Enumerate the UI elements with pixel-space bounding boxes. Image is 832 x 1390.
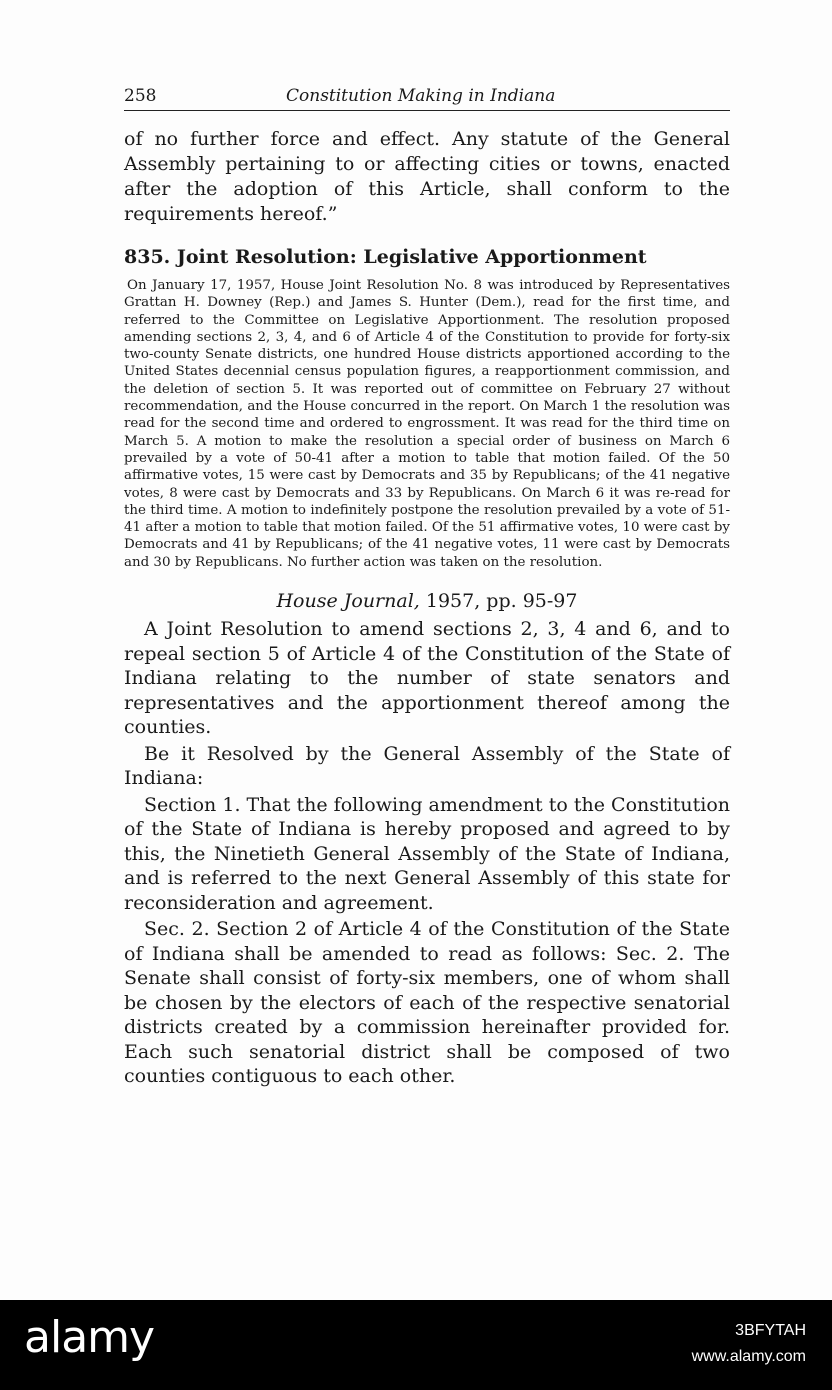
alamy-logo: alamy [24, 1312, 155, 1363]
running-header [124, 86, 730, 111]
opening-paragraph: of no further force and effect. Any statute of the General Assembly pertaining to or affecting cities or towns, enacted after the adoption of this Article, shall conform to the requirements hereof.” [124, 128, 730, 225]
site-url: www.alamy.com [691, 1348, 806, 1365]
resolution-paragraph: Section 1. That the following amendment to the Constitution of the State of Indiana is hereby proposed and agreed to by this, the Ninetieth General Assembly of the State of Indiana, and is referred to the next General Assembly of this state for reconsideration and agreement. [124, 793, 730, 914]
resolution-paragraph: Sec. 2. Section 2 of Article 4 of the Constitution of the State of Indiana shall be amended to read as follows: Sec. 2. The Senate shall consist of forty-six members, one of whom shall be chosen by the electors of each of the respective senatorial districts created by a commission hereinafter provided for. Each such senatorial district shall be composed of two counties contiguous to each other. [124, 918, 730, 1088]
resolution-paragraph: Be it Resolved by the General Assembly of the State of Indiana: [124, 742, 730, 790]
page-number: 258 [124, 86, 157, 106]
section-heading: 835. Joint Resolution: Legislative Apportionment [124, 246, 647, 268]
resolution-paragraph: A Joint Resolution to amend sections 2, 3, 4 and 6, and to repeal section 5 of Article 4 of the Constitution of the State of Indiana relating to the number of state senators and representatives and the apportionment thereof among the counties. [124, 618, 730, 739]
image-id: 3BFYTAH [735, 1322, 806, 1339]
source-citation [124, 589, 730, 613]
journal-title: House Journal, [276, 590, 420, 613]
journal-reference: 1957, pp. 95-97 [425, 590, 578, 613]
editorial-note: On January 17, 1957, House Joint Resolution No. 8 was introduced by Representatives Grattan H. Downey (Rep.) and James S. Hunter (Dem.), read for the first time, and referred to the Committee on Legislative Apportionment. The resolution proposed amending sections 2, 3, 4, and 6 of Article 4 of the Constitution to provide for forty-six two-county Senate districts, one hundred House districts apportioned according to the United States decennial census population figures, a reapportionment commission, and the deletion of section 5. It was reported out of committee on February 27 without recommendation, and the House concurred in the report. On March 1 the resolution was read for the second time and ordered to engrossment. It was read for the third time on March 5. A motion to make the resolution a special order of business on March 6 prevailed by a vote of 50-41 after a motion to table that motion failed. Of the 50 affirmative votes, 15 were cast by Democrats and 35 by Republicans; of the 41 negative votes, 8 were cast by Democrats and 33 by Republicans. On March 6 it was re-read for the third time. A motion to indefinitely postpone the resolution prevailed by a vote of 51-41 after a motion to table that motion failed. Of the 51 affirmative votes, 10 were cast by Democrats and 41 by Republicans; of the 41 negative votes, 11 were cast by Democrats and 30 by Republicans. No further action was taken on the resolution. [124, 278, 730, 570]
watermark-footer [0, 1300, 832, 1390]
page-content [124, 127, 730, 1091]
running-title: Constitution Making in Indiana [286, 86, 556, 106]
